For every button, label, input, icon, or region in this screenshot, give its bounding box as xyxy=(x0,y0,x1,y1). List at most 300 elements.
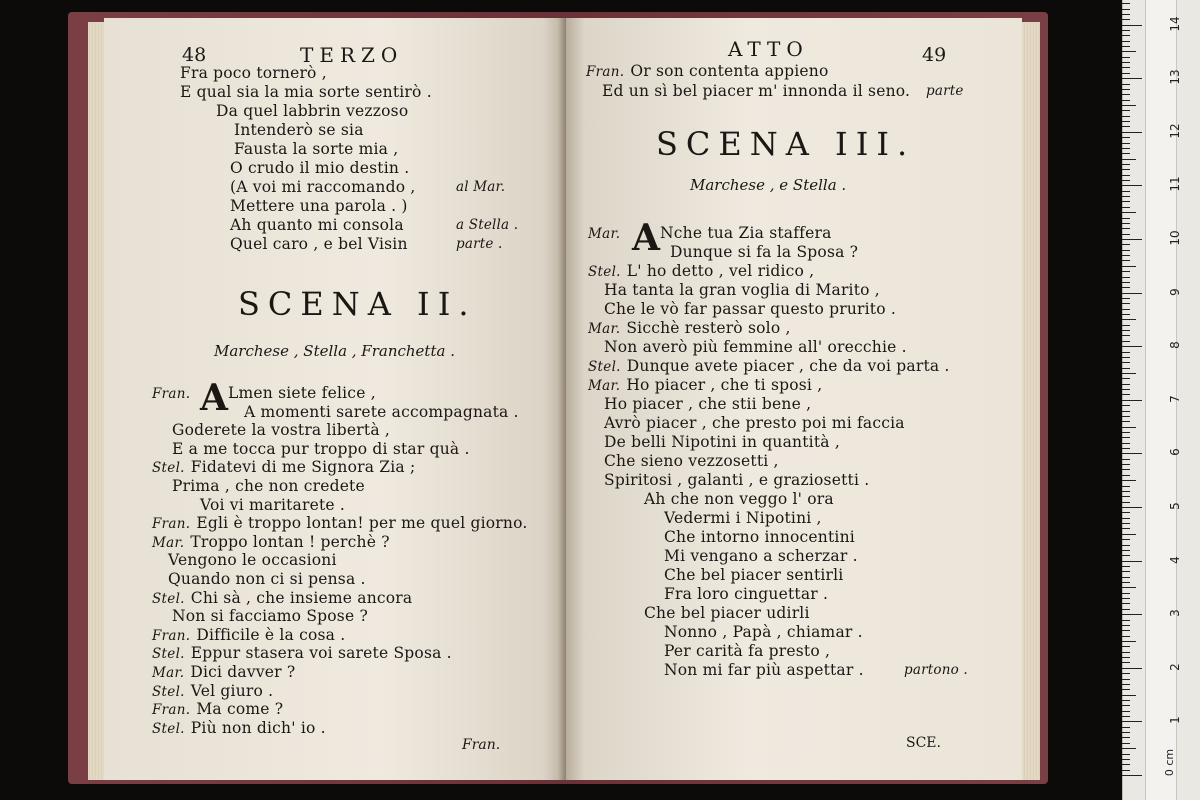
ruler-tick xyxy=(1122,105,1136,106)
verse-text: E a me tocca pur troppo di star quà . xyxy=(172,439,470,458)
ruler-tick xyxy=(1122,770,1130,771)
ruler-tick xyxy=(1122,421,1130,422)
character-list: Marchese , Stella , Franchetta . xyxy=(214,342,455,360)
text-line xyxy=(168,551,337,569)
text-line xyxy=(244,403,519,421)
verse-text: Or son contenta appieno xyxy=(630,62,829,80)
page-number: 48 xyxy=(182,44,207,66)
ruler-tick xyxy=(1122,378,1130,379)
ruler-tick xyxy=(1122,620,1130,621)
text-line xyxy=(664,642,830,660)
ruler-tick xyxy=(1122,448,1130,449)
character-list: Marchese , e Stella . xyxy=(690,176,847,194)
ruler-tick xyxy=(1122,459,1130,460)
text-line xyxy=(664,547,858,565)
ruler-tick xyxy=(1122,282,1130,283)
ruler-tick xyxy=(1122,78,1142,79)
text-line xyxy=(172,440,470,458)
ruler-tick xyxy=(1122,384,1130,385)
verse-text: E qual sia la mia sorte sentirò . xyxy=(180,83,432,101)
ruler-tick xyxy=(1122,475,1130,476)
ruler-tick xyxy=(1122,180,1130,181)
verse-text: Vedermi i Nipotini , xyxy=(664,509,822,527)
ruler-number: 5 xyxy=(1168,502,1182,510)
ruler-tick xyxy=(1122,218,1130,219)
text-line xyxy=(604,414,905,432)
catchword: Fran. xyxy=(462,737,501,753)
ruler-tick xyxy=(1122,427,1136,428)
ruler-tick xyxy=(1122,239,1142,240)
ruler-tick xyxy=(1122,330,1130,331)
ruler-tick xyxy=(1122,625,1130,626)
speaker-label: Stel. xyxy=(588,264,621,280)
text-line xyxy=(604,433,840,451)
speaker-label: Fran. xyxy=(152,702,191,719)
verse-text: Chi sà , che insieme ancora xyxy=(190,588,413,607)
stage-direction: a Stella . xyxy=(456,217,519,233)
right-page xyxy=(566,18,1022,780)
ruler-tick xyxy=(1122,662,1130,663)
text-line xyxy=(152,663,295,682)
ruler-tick xyxy=(1122,153,1130,154)
verse-text: Che intorno innocentini xyxy=(664,528,855,546)
verse-text: Quando non ci si pensa . xyxy=(168,570,366,588)
ruler-tick xyxy=(1122,555,1130,556)
text-line xyxy=(152,533,390,552)
ruler-tick xyxy=(1122,486,1130,487)
running-head: TERZO xyxy=(300,43,404,67)
text-line xyxy=(604,452,779,470)
ruler-tick xyxy=(1122,116,1130,117)
ruler-tick xyxy=(1122,737,1130,738)
speaker-label: Mar. xyxy=(588,321,621,337)
text-line xyxy=(152,719,326,738)
verse-text: Nche tua Zia staffera xyxy=(660,224,832,242)
verse-text: Vel giuro . xyxy=(190,681,274,700)
ruler-tick xyxy=(1122,19,1130,20)
verse-text: Vengono le occasioni xyxy=(168,551,337,570)
text-line xyxy=(644,490,834,508)
ruler-tick xyxy=(1122,764,1130,765)
speaker-label: Stel. xyxy=(152,646,185,663)
text-line xyxy=(586,62,829,81)
text-line xyxy=(152,458,415,477)
text-line xyxy=(152,589,412,608)
ruler-tick xyxy=(1122,207,1130,208)
text-line xyxy=(604,471,869,489)
verse-text: Ma come ? xyxy=(196,700,284,719)
ruler-tick xyxy=(1122,362,1130,363)
ruler-tick xyxy=(1122,593,1130,594)
ruler-tick xyxy=(1122,67,1130,68)
verse-text: Intenderò se sia xyxy=(234,121,364,139)
ruler-number: 2 xyxy=(1168,662,1182,671)
verse-text: Troppo lontan ! perchè ? xyxy=(190,532,390,551)
ruler-tick xyxy=(1122,266,1136,267)
ruler-tick xyxy=(1122,561,1142,562)
ruler-tick xyxy=(1122,314,1130,315)
ruler-tick xyxy=(1122,100,1130,101)
text-line xyxy=(230,178,506,196)
ruler-tick xyxy=(1122,175,1130,176)
speaker-label: Mar. xyxy=(588,378,621,394)
ruler-tick xyxy=(1122,512,1130,513)
verse-text: Voi vi maritarete . xyxy=(200,495,346,514)
ruler-tick xyxy=(1122,464,1130,465)
speaker-label: Mar. xyxy=(152,534,185,551)
left-page xyxy=(104,18,566,780)
ruler-tick xyxy=(1122,335,1130,336)
ruler-tick xyxy=(1122,234,1130,235)
ruler-tick xyxy=(1122,630,1130,631)
ruler-tick xyxy=(1122,754,1130,755)
verse-text: Ho piacer , che ti sposi , xyxy=(626,376,823,394)
ruler-tick xyxy=(1122,507,1142,508)
ruler-tick xyxy=(1122,657,1130,658)
verse-text: Dici davver ? xyxy=(190,663,296,681)
verse-text: Avrò piacer , che presto poi mi faccia xyxy=(604,414,905,432)
verse-text: Non si facciamo Spose ? xyxy=(172,607,368,626)
ruler-tick xyxy=(1122,277,1130,278)
ruler-tick xyxy=(1122,319,1136,320)
verse-text: De belli Nipotini in quantità , xyxy=(604,433,840,451)
speaker-label: Fran. xyxy=(152,516,191,533)
text-line xyxy=(172,421,390,439)
ruler-tick xyxy=(1122,705,1130,706)
ruler-tick xyxy=(1122,684,1130,685)
ruler-tick xyxy=(1122,416,1130,417)
ruler-tick xyxy=(1122,62,1130,63)
text-line xyxy=(644,604,810,622)
verse-text: A momenti sarete accompagnata . xyxy=(244,402,519,421)
ruler-tick xyxy=(1122,341,1130,342)
ruler-tick xyxy=(1122,652,1130,653)
verse-text: Che bel piacer sentirli xyxy=(664,566,844,584)
verse-text: Più non dich' io . xyxy=(190,718,326,737)
ruler-tick xyxy=(1122,673,1130,674)
ruler-tick xyxy=(1122,132,1142,133)
verse-text: Dunque si fa la Sposa ? xyxy=(670,243,859,261)
text-line xyxy=(230,197,408,215)
ruler-tick xyxy=(1122,545,1130,546)
ruler-tick xyxy=(1122,185,1142,186)
scene-title: SCENA III. xyxy=(656,125,916,163)
ruler-tick xyxy=(1122,35,1130,36)
running-head: ATTO xyxy=(728,37,809,61)
ruler-tick xyxy=(1122,373,1136,374)
ruler-tick xyxy=(1122,9,1130,10)
ruler-number: 7 xyxy=(1168,394,1182,403)
ruler-tick xyxy=(1122,94,1130,95)
verse-text: Fra loro cinguettar . xyxy=(664,585,829,603)
ruler-tick xyxy=(1122,169,1130,170)
text-line xyxy=(234,140,398,158)
ruler-tick xyxy=(1122,480,1136,481)
ruler-tick xyxy=(1122,571,1130,572)
ruler-tick xyxy=(1122,437,1130,438)
text-line xyxy=(664,585,828,603)
text-line xyxy=(588,262,814,281)
verse-text: Difficile è la cosa . xyxy=(196,625,346,644)
ruler-tick xyxy=(1122,550,1130,551)
stage-direction: parte . xyxy=(456,236,503,252)
ruler-tick xyxy=(1122,126,1130,127)
ruler-tick xyxy=(1122,46,1130,47)
verse-text: Ed un sì bel piacer m' innonda il seno. xyxy=(602,82,911,100)
ruler-tick xyxy=(1122,389,1130,390)
text-line xyxy=(230,235,503,253)
text-line xyxy=(230,159,409,177)
verse-text: Dunque avete piacer , che da voi parta . xyxy=(626,357,950,375)
ruler-tick xyxy=(1122,84,1130,85)
ruler-tick xyxy=(1122,51,1136,52)
ruler-tick xyxy=(1122,148,1130,149)
text-line xyxy=(152,644,452,663)
ruler-tick xyxy=(1122,143,1130,144)
speaker-label: Stel. xyxy=(152,683,185,700)
verse-text: Fausta la sorte mia , xyxy=(234,140,399,158)
ruler-number: 3 xyxy=(1168,609,1182,618)
ruler-tick xyxy=(1122,287,1130,288)
ruler-tick xyxy=(1122,695,1136,696)
text-line xyxy=(664,528,855,546)
ruler-tick xyxy=(1122,137,1130,138)
verse-text: Che bel piacer udirli xyxy=(644,604,810,622)
ruler-tick xyxy=(1122,518,1130,519)
ruler-tick xyxy=(1122,352,1130,353)
ruler-tick xyxy=(1122,668,1142,669)
verse-text: Ha tanta la gran voglia di Marito , xyxy=(604,281,880,299)
ruler-tick xyxy=(1122,25,1142,26)
verse-text: Che sieno vezzosetti , xyxy=(604,452,779,470)
stage-direction: al Mar. xyxy=(456,179,506,195)
text-line xyxy=(152,626,345,645)
text-line xyxy=(604,300,896,318)
text-line xyxy=(604,338,907,356)
verse-text: Spiritosi , galanti , e graziosetti . xyxy=(604,471,870,489)
ruler-tick xyxy=(1122,41,1130,42)
ruler-tick xyxy=(1122,453,1142,454)
text-line xyxy=(172,477,365,495)
text-line xyxy=(168,570,366,588)
verse-text: Nonno , Papà , chiamar . xyxy=(664,623,863,641)
text-line xyxy=(172,607,368,625)
verse-text: Ah che non veggo l' ora xyxy=(644,490,834,508)
text-line xyxy=(200,496,345,514)
ruler-number: 10 xyxy=(1168,230,1182,246)
text-line xyxy=(180,64,327,82)
speaker-label: Fran. xyxy=(152,627,191,644)
ruler-tick xyxy=(1122,711,1130,712)
speaker-label: Stel. xyxy=(152,460,185,477)
ruler-tick xyxy=(1122,636,1130,637)
ruler-tick xyxy=(1122,303,1130,304)
ruler-tick xyxy=(1122,566,1130,567)
ruler-tick xyxy=(1122,721,1142,722)
ruler-number: 14 xyxy=(1168,15,1182,32)
text-line xyxy=(664,661,968,679)
verse-text: Prima , che non credete xyxy=(172,477,365,495)
verse-text: Lmen siete felice , xyxy=(228,384,376,402)
verse-text: Mi vengano a scherzar . xyxy=(664,547,858,565)
speaker-label: Stel. xyxy=(588,359,621,375)
text-line xyxy=(588,376,822,395)
ruler-tick xyxy=(1122,110,1130,111)
ruler-tick xyxy=(1122,191,1130,192)
verse-text: (A voi mi raccomando , xyxy=(230,178,416,196)
text-line xyxy=(588,319,791,338)
verse-text: Egli è troppo lontan! per me quel giorno. xyxy=(196,514,528,533)
ruler-tick xyxy=(1122,271,1130,272)
ruler-tick xyxy=(1122,164,1130,165)
catchword: SCE. xyxy=(906,735,941,751)
ruler-tick xyxy=(1122,716,1130,717)
ruler-tick xyxy=(1122,496,1130,497)
ruler-tick xyxy=(1122,255,1130,256)
drop-capital: A xyxy=(632,217,661,259)
verse-text: Che le vò far passar questo prurito . xyxy=(604,300,896,318)
ruler-tick xyxy=(1122,641,1136,642)
text-line xyxy=(234,121,364,139)
ruler-tick xyxy=(1122,250,1130,251)
verse-text: Per carità fa presto , xyxy=(664,642,831,660)
ruler-tick xyxy=(1122,3,1130,4)
ruler-tick xyxy=(1122,14,1130,15)
ruler-tick xyxy=(1122,491,1130,492)
ruler-number: 6 xyxy=(1168,448,1182,457)
drop-capital: A xyxy=(200,377,229,419)
text-line xyxy=(588,357,950,376)
ruler-tick xyxy=(1122,577,1130,578)
ruler-tick xyxy=(1122,443,1130,444)
text-line xyxy=(670,243,858,261)
ruler-tick xyxy=(1122,293,1142,294)
speaker-label: Mar. xyxy=(588,226,621,242)
ruler-tick xyxy=(1122,228,1130,229)
ruler-tick xyxy=(1122,727,1130,728)
scene-title: SCENA II. xyxy=(238,285,477,323)
ruler-tick xyxy=(1122,775,1142,776)
verse-text: Non averò più femmine all' orecchie . xyxy=(604,338,907,356)
text-line xyxy=(604,395,811,413)
text-line xyxy=(152,700,283,719)
ruler-number: 9 xyxy=(1168,287,1182,296)
verse-text: L' ho detto , vel ridico , xyxy=(626,262,815,280)
verse-text: Ah quanto mi consola xyxy=(230,216,404,234)
ruler-tick xyxy=(1122,357,1130,358)
ruler-tick xyxy=(1122,598,1130,599)
ruler-tick xyxy=(1122,609,1130,610)
ruler-tick xyxy=(1122,689,1130,690)
verse-text: Fra poco tornerò , xyxy=(180,64,327,82)
ruler-tick xyxy=(1122,523,1130,524)
text-line xyxy=(180,83,432,101)
verse-text: Fidatevi di me Signora Zia ; xyxy=(190,458,416,477)
ruler-number: 1 xyxy=(1168,716,1182,725)
ruler-tick xyxy=(1122,346,1142,347)
ruler-tick xyxy=(1122,298,1130,299)
text-line xyxy=(664,623,863,641)
ruler-tick xyxy=(1122,260,1130,261)
speaker-label: Stel. xyxy=(152,720,185,737)
verse-text: Ho piacer , che stii bene , xyxy=(604,395,812,413)
stage-direction: partono . xyxy=(904,662,968,678)
ruler-tick xyxy=(1122,539,1130,540)
ruler-tick xyxy=(1122,646,1130,647)
ruler-tick xyxy=(1122,743,1130,744)
ruler-tick xyxy=(1122,587,1136,588)
ruler-tick xyxy=(1122,30,1130,31)
text-line xyxy=(604,281,880,299)
verse-text: Goderete la vostra libertà , xyxy=(172,421,391,440)
ruler-tick xyxy=(1122,57,1130,58)
ruler-tick xyxy=(1122,405,1130,406)
ruler-number: 13 xyxy=(1168,69,1182,85)
stage-direction: parte xyxy=(926,83,964,99)
ruler-tick xyxy=(1122,732,1130,733)
text-line xyxy=(216,102,408,120)
speaker-label: Fran. xyxy=(586,64,625,80)
verse-text: Non mi far più aspettar . xyxy=(664,661,864,679)
ruler-number: 11 xyxy=(1168,176,1182,193)
ruler-tick xyxy=(1122,603,1130,604)
ruler-tick xyxy=(1122,196,1130,197)
ruler-tick xyxy=(1122,121,1130,122)
ruler-tick xyxy=(1122,400,1142,401)
ruler-tick xyxy=(1122,201,1130,202)
speaker-label: Mar. xyxy=(152,665,185,681)
text-line xyxy=(152,377,376,419)
ruler-tick xyxy=(1122,159,1136,160)
ruler-tick xyxy=(1122,244,1130,245)
verse-text: Eppur stasera voi sarete Sposa . xyxy=(190,644,452,663)
text-line xyxy=(664,509,822,527)
ruler-tick xyxy=(1122,73,1130,74)
ruler-tick xyxy=(1122,534,1136,535)
ruler-tick xyxy=(1122,368,1130,369)
text-line xyxy=(664,566,843,584)
ruler-tick xyxy=(1122,325,1130,326)
ruler-unit-label: 0 cm xyxy=(1163,748,1177,777)
text-line xyxy=(152,514,527,533)
ruler-tick xyxy=(1122,394,1130,395)
ruler-tick xyxy=(1122,502,1130,503)
ruler-tick xyxy=(1122,759,1130,760)
ruler-tick xyxy=(1122,411,1130,412)
speaker-label: Fran. xyxy=(152,386,191,402)
text-line xyxy=(230,216,519,234)
ruler-tick xyxy=(1122,432,1130,433)
page-number: 49 xyxy=(922,44,947,66)
ruler-tick xyxy=(1122,223,1130,224)
ruler-tick xyxy=(1122,212,1136,213)
ruler-tick xyxy=(1122,469,1130,470)
ruler-tick xyxy=(1122,582,1130,583)
ruler-tick xyxy=(1122,89,1130,90)
ruler-number: 8 xyxy=(1168,341,1182,350)
verse-text: Mettere una parola . ) xyxy=(230,197,408,215)
speaker-label: Stel. xyxy=(152,590,185,607)
text-line xyxy=(152,682,273,701)
ruler-number: 12 xyxy=(1168,123,1182,139)
ruler-tick xyxy=(1122,614,1142,615)
verse-text: Quel caro , e bel Visin xyxy=(230,235,408,253)
ruler-number: 4 xyxy=(1168,555,1182,564)
ruler-tick xyxy=(1122,528,1130,529)
ruler-tick xyxy=(1122,748,1136,749)
ruler-tick xyxy=(1122,700,1130,701)
text-line xyxy=(602,82,964,100)
